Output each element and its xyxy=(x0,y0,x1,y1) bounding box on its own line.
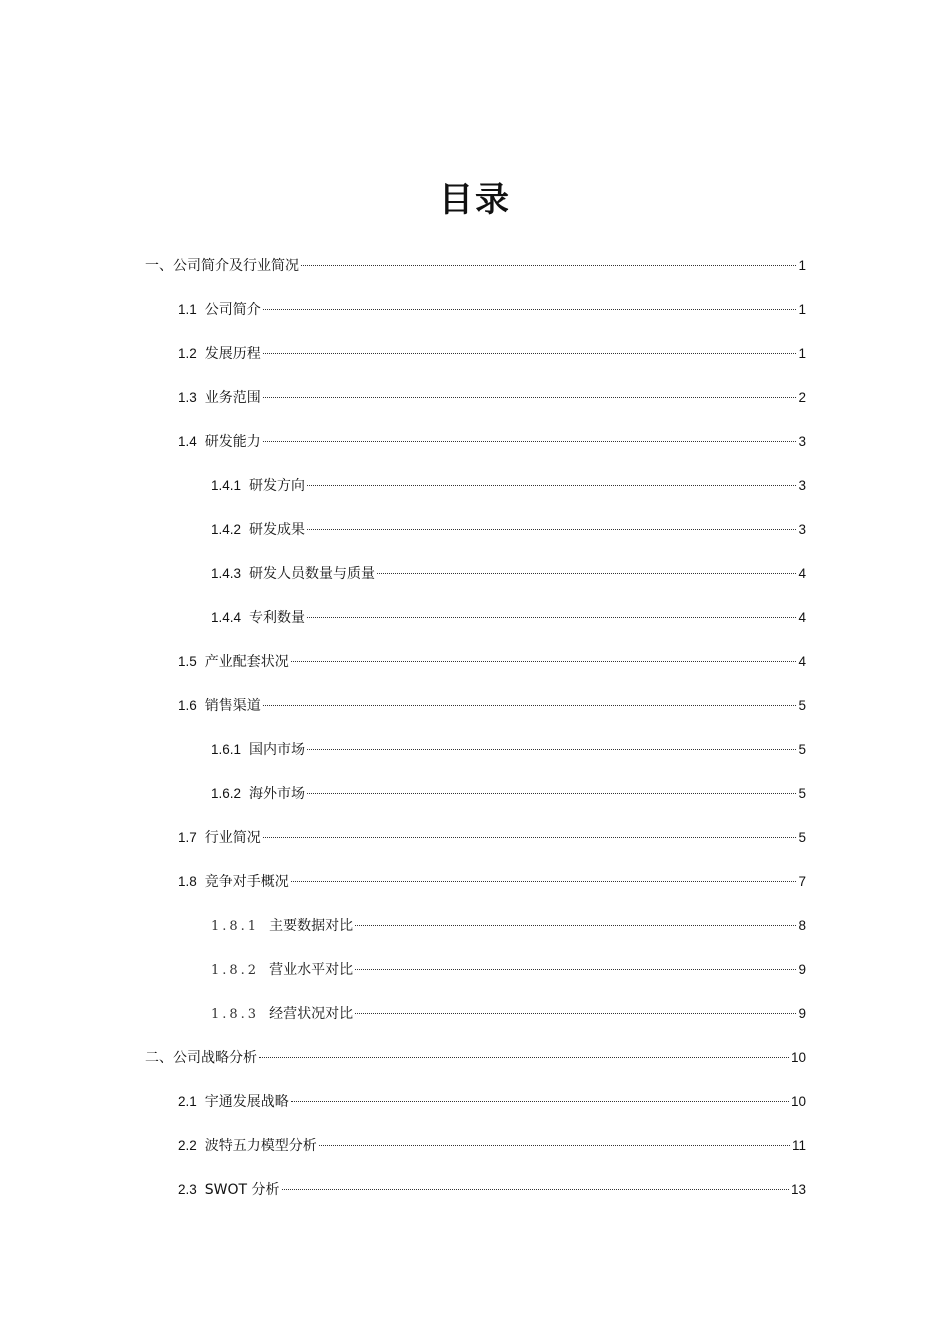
toc-entry-label: 二、公司战略分析 xyxy=(145,1050,257,1066)
dot-leader xyxy=(307,485,796,486)
toc-entry-number: 1.8.2 xyxy=(211,963,260,978)
toc-entry-number: 1.3 xyxy=(178,390,197,405)
toc-entry-number: 1.6.2 xyxy=(211,786,242,801)
toc-entry-number: 1.4.1 xyxy=(211,478,242,493)
toc-entry-page: 10 xyxy=(790,1050,806,1065)
toc-entry-page: 3 xyxy=(798,522,806,537)
toc-entry-label: 行业简况 xyxy=(204,830,261,846)
toc-entry[interactable] xyxy=(211,782,806,806)
toc-entry-page: 4 xyxy=(798,610,806,625)
toc-entry[interactable] xyxy=(211,958,806,982)
toc-entry-page: 10 xyxy=(790,1094,806,1109)
toc-entry-page: 1 xyxy=(798,302,806,317)
dot-leader xyxy=(263,309,797,310)
toc-entry-page: 11 xyxy=(791,1138,806,1153)
toc-entry-number: 1.1 xyxy=(178,302,197,317)
dot-leader xyxy=(282,1189,789,1190)
toc-entry[interactable] xyxy=(211,914,806,938)
toc-entry-number: 1.8.3 xyxy=(211,1007,260,1022)
toc-entry[interactable] xyxy=(211,562,806,586)
toc-entry-label: 宇通发展战略 xyxy=(204,1094,289,1110)
dot-leader xyxy=(307,793,796,794)
toc-entry-label: 国内市场 xyxy=(249,742,306,758)
toc-entry[interactable] xyxy=(178,650,806,674)
toc-entry-label: 发展历程 xyxy=(204,346,261,362)
toc-entry-page: 3 xyxy=(798,434,806,449)
toc-entry-page: 1 xyxy=(798,258,806,273)
toc-entry-page: 7 xyxy=(798,874,806,889)
toc-entry-number: 1.4.3 xyxy=(211,566,242,581)
toc-entry-label: 营业水平对比 xyxy=(269,962,354,978)
toc-entry[interactable] xyxy=(178,430,806,454)
toc-entry-number: 2.1 xyxy=(178,1094,197,1109)
toc-entry-number: 1.8.1 xyxy=(211,919,260,934)
page-title: 目录 xyxy=(439,179,511,220)
toc-entry-number: 2.3 xyxy=(178,1182,197,1197)
dot-leader xyxy=(259,1057,789,1058)
toc-entry-number: 1.8 xyxy=(178,874,197,889)
toc-entry-label: 一、公司简介及行业简况 xyxy=(145,258,299,274)
toc-entry-label: 海外市场 xyxy=(249,786,306,802)
toc-entry-page: 1 xyxy=(798,346,806,361)
toc-entry-page: 5 xyxy=(798,786,806,801)
toc-entry-page: 4 xyxy=(798,654,806,669)
dot-leader xyxy=(307,749,796,750)
toc-entry-page: 8 xyxy=(798,918,806,933)
toc-entry[interactable] xyxy=(178,1134,806,1158)
toc-entry-label: 主要数据对比 xyxy=(269,918,354,934)
toc-entry-page: 9 xyxy=(798,962,806,977)
dot-leader xyxy=(307,529,796,530)
dot-leader xyxy=(307,617,796,618)
dot-leader xyxy=(291,881,797,882)
toc-entry-label: 经营状况对比 xyxy=(269,1006,354,1022)
toc-entry[interactable] xyxy=(211,738,806,762)
toc-entry[interactable] xyxy=(178,870,806,894)
toc-entry-number: 2.2 xyxy=(178,1138,197,1153)
dot-leader xyxy=(301,265,796,266)
toc-entry[interactable] xyxy=(145,254,806,278)
dot-leader xyxy=(355,1013,796,1014)
toc-entry-label: 公司简介 xyxy=(204,302,261,318)
toc-entry[interactable] xyxy=(178,342,806,366)
toc-entry[interactable] xyxy=(178,826,806,850)
toc-entry-label: 研发成果 xyxy=(249,522,306,538)
dot-leader xyxy=(291,1101,789,1102)
toc-entry[interactable] xyxy=(178,386,806,410)
toc-entry[interactable] xyxy=(178,1178,806,1202)
dot-leader xyxy=(263,705,797,706)
dot-leader xyxy=(291,661,797,662)
toc-entry-number: 1.4.4 xyxy=(211,610,242,625)
toc-entry[interactable] xyxy=(145,1046,806,1070)
toc-entry-page: 5 xyxy=(798,742,806,757)
toc-entry-page: 13 xyxy=(790,1182,806,1197)
toc-entry-number: 1.5 xyxy=(178,654,197,669)
toc-entry[interactable] xyxy=(178,694,806,718)
toc-entry-label: 研发方向 xyxy=(249,478,306,494)
toc-entry-page: 3 xyxy=(798,478,806,493)
toc-entry[interactable] xyxy=(211,606,806,630)
toc-entry-number: 1.7 xyxy=(178,830,197,845)
dot-leader xyxy=(263,441,797,442)
toc-entry-page: 4 xyxy=(798,566,806,581)
toc-entry-number: 1.4 xyxy=(178,434,197,449)
toc-entry[interactable] xyxy=(211,1002,806,1026)
toc-entry[interactable] xyxy=(211,474,806,498)
toc-entry-label: SWOT 分析 xyxy=(204,1182,280,1198)
toc-entry-label: 波特五力模型分析 xyxy=(204,1138,317,1154)
toc-entry-label: 研发人员数量与质量 xyxy=(249,566,376,582)
toc-entry-label: 业务范围 xyxy=(204,390,261,406)
toc-entry-label: 销售渠道 xyxy=(204,698,261,714)
dot-leader xyxy=(355,925,796,926)
dot-leader xyxy=(377,573,796,574)
toc-entry-number: 1.6 xyxy=(178,698,197,713)
toc-entry-number: 1.6.1 xyxy=(211,742,242,757)
dot-leader xyxy=(263,353,797,354)
toc-entry[interactable] xyxy=(211,518,806,542)
toc-entry-page: 5 xyxy=(798,830,806,845)
toc-entry-number: 1.4.2 xyxy=(211,522,242,537)
dot-leader xyxy=(263,397,797,398)
toc-entry[interactable] xyxy=(178,1090,806,1114)
toc-entry-label: 专利数量 xyxy=(249,610,306,626)
dot-leader xyxy=(319,1145,790,1146)
toc-entry-label: 产业配套状况 xyxy=(204,654,289,670)
toc-entry-page: 2 xyxy=(798,390,806,405)
dot-leader xyxy=(355,969,796,970)
toc-entry-label: 竞争对手概况 xyxy=(204,874,289,890)
toc-entry-page: 9 xyxy=(798,1006,806,1021)
toc-entry[interactable] xyxy=(178,298,806,322)
toc-entry-number: 1.2 xyxy=(178,346,197,361)
toc-entry-page: 5 xyxy=(798,698,806,713)
dot-leader xyxy=(263,837,797,838)
toc-entry-label: 研发能力 xyxy=(204,434,261,450)
